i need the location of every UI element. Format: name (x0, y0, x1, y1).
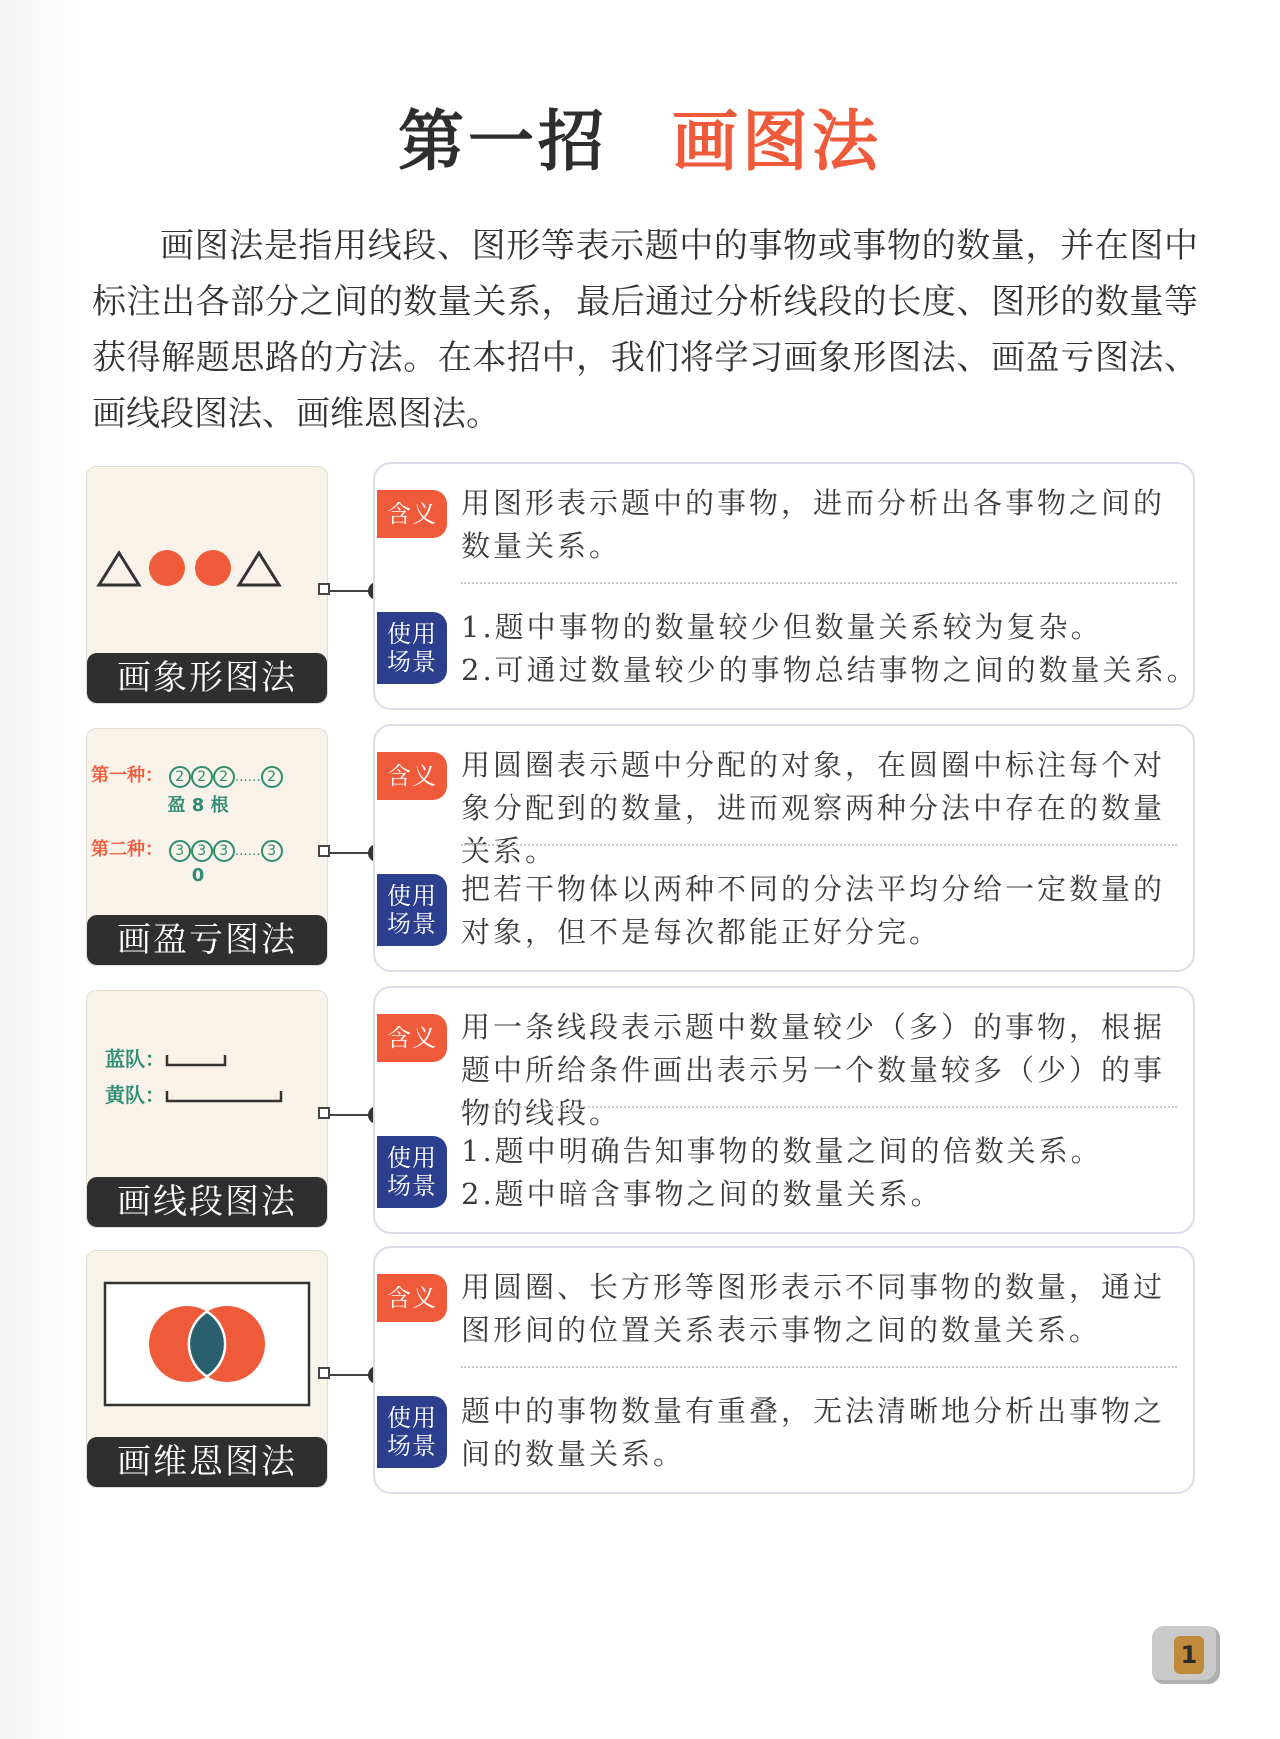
page-number: 1 (1174, 1636, 1204, 1674)
page-title (0, 88, 1280, 183)
venn-thumbnail (86, 1250, 328, 1488)
page-number-badge (1152, 1626, 1220, 1684)
usage-tag-line: 使用 (387, 1144, 437, 1172)
dotted-divider (461, 844, 1177, 846)
red-circle-shape (195, 550, 231, 586)
venn-diagram (87, 1251, 327, 1437)
usage-tag-line: 场景 (387, 1172, 437, 1200)
title-part-2: 画图法 (672, 103, 882, 180)
yellow-team-label: 黄队： (105, 1083, 165, 1107)
section-surplus-deficit (86, 724, 1196, 974)
usage-line: 题中的事物数量有重叠，无法清晰地分析出事物之间的数量关系。 (461, 1394, 1166, 1471)
meaning-tag: 含义 (377, 490, 447, 538)
ellipsis: …… (234, 844, 261, 859)
usage-tag (377, 874, 447, 946)
section-venn (86, 1246, 1196, 1496)
usage-tag (377, 612, 447, 684)
usage-tag-line: 使用 (387, 1404, 437, 1432)
usage-tag-line: 使用 (387, 620, 437, 648)
section-line-segment (86, 986, 1196, 1236)
count-circle: 2 (191, 766, 213, 788)
info-card (373, 724, 1195, 972)
connector-square (318, 583, 330, 595)
red-circle-shape (149, 550, 185, 586)
usage-line: 1.题中明确告知事物的数量之间的倍数关系。 (461, 1134, 1103, 1168)
intro-paragraph: 画图法是指用线段、图形等表示题中的事物或事物的数量，并在图中标注出各部分之间的数量关系，最后通过分析线段的长度、图形的数量等获得解题思路的方法。在本招中，我们将学习画象形图法、画盈亏图法、画线段图法、画维恩图法。 (92, 226, 1198, 434)
blue-team-label: 蓝队： (105, 1047, 165, 1071)
meaning-tag: 含义 (377, 752, 447, 800)
count-circle: 3 (191, 840, 213, 862)
usage-tag-line: 场景 (387, 1432, 437, 1460)
title-part-1: 第一招 (398, 103, 608, 180)
usage-text (461, 1390, 1181, 1476)
usage-line: 2.题中暗含事物之间的数量关系。 (461, 1177, 943, 1211)
count-circle: 2 (213, 766, 235, 788)
usage-tag-line: 场景 (387, 910, 437, 938)
usage-tag (377, 1396, 447, 1468)
meaning-text: 用圆圈、长方形等图形表示不同事物的数量，通过图形间的位置关系表示事物之间的数量关系。 (461, 1270, 1166, 1347)
line-segment-thumbnail (86, 990, 328, 1228)
usage-line: 2.可通过数量较少的事物总结事物之间的数量关系。 (461, 653, 1199, 687)
count-circle: 3 (261, 840, 283, 862)
section-label: 画盈亏图法 (87, 915, 327, 965)
pictograph-diagram (87, 467, 327, 653)
count-circle: 3 (213, 840, 235, 862)
count-circle: 2 (169, 766, 191, 788)
row-label: 第一种： (91, 765, 163, 786)
connector-square (318, 1367, 330, 1379)
usage-tag-line: 场景 (387, 648, 437, 676)
dotted-divider (461, 582, 1177, 584)
connector-square (318, 1107, 330, 1119)
meaning-tag: 含义 (377, 1274, 447, 1322)
count-circle: 3 (169, 840, 191, 862)
info-card (373, 462, 1199, 710)
dotted-divider (461, 1106, 1177, 1108)
section-pictograph (86, 462, 1199, 712)
usage-tag-line: 使用 (387, 882, 437, 910)
usage-tag (377, 1136, 447, 1208)
meaning-text: 用一条线段表示题中数量较少（多）的事物，根据题中所给条件画出表示另一个数量较多（少）的事物的线段。 (461, 1010, 1166, 1130)
yellow-team-segment (167, 1091, 281, 1101)
info-card (373, 986, 1195, 1234)
pictograph-thumbnail (86, 466, 328, 704)
ellipsis: …… (234, 770, 261, 785)
diagram-row-2 (87, 835, 327, 865)
dotted-divider (461, 1366, 1177, 1368)
usage-text (461, 1130, 1181, 1216)
triangle-shape (239, 553, 279, 585)
usage-text (461, 868, 1181, 954)
page-edge-shade (0, 0, 80, 1739)
triangle-shape (99, 553, 139, 585)
info-card (373, 1246, 1195, 1494)
meaning-text: 用图形表示题中的事物，进而分析出各事物之间的数量关系。 (461, 486, 1166, 563)
usage-line: 把若干物体以两种不同的分法平均分给一定数量的对象，但不是每次都能正好分完。 (461, 872, 1166, 949)
section-label: 画维恩图法 (87, 1437, 327, 1487)
line-segment-diagram (87, 991, 327, 1171)
diagram-row-1 (87, 761, 327, 791)
remainder-note: 0 (191, 865, 205, 886)
surplus-deficit-thumbnail (86, 728, 328, 966)
count-circle: 2 (261, 766, 283, 788)
usage-line: 1.题中事物的数量较少但数量关系较为复杂。 (461, 610, 1103, 644)
surplus-note: 盈 8 根 (167, 795, 229, 816)
connector-square (318, 845, 330, 857)
section-label: 画象形图法 (87, 653, 327, 703)
row-label: 第二种： (91, 839, 163, 860)
section-label: 画线段图法 (87, 1177, 327, 1227)
surplus-deficit-diagram (87, 761, 327, 889)
blue-team-segment (167, 1055, 225, 1065)
meaning-tag: 含义 (377, 1014, 447, 1062)
usage-text (461, 606, 1199, 692)
meaning-text: 用圆圈表示题中分配的对象，在圆圈中标注每个对象分配到的数量，进而观察两种分法中存在的数量关系。 (461, 748, 1166, 868)
